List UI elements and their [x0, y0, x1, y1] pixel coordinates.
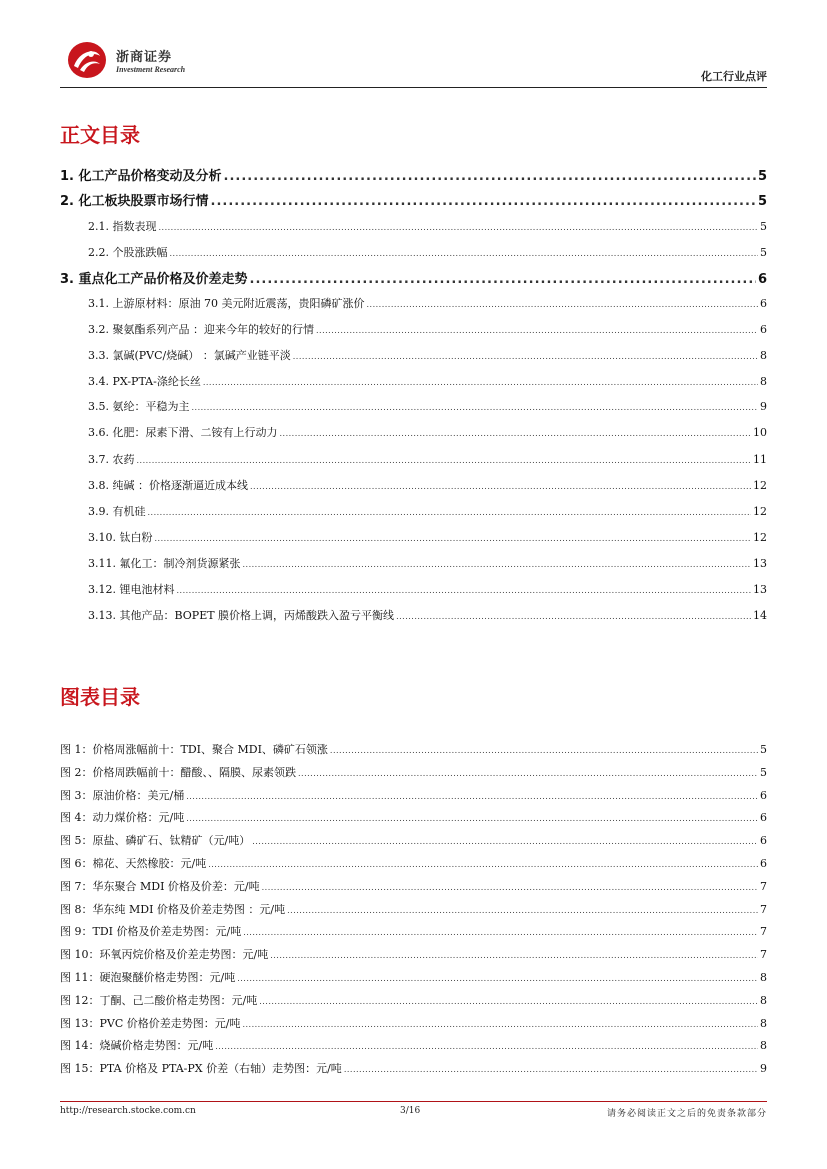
toc-section-item-label: 2. 化工板块股票市场行情	[60, 194, 209, 209]
toc-subsection-item-label: 3.5. 氨纶：平稳为主	[88, 400, 190, 413]
figure-list-item[interactable]	[60, 992, 767, 1008]
toc-subsection-item-page: 6	[760, 323, 767, 336]
toc-section-item-page: 5	[757, 194, 767, 209]
toc-subsection-item-page: 11	[753, 453, 767, 466]
dot-leader	[148, 508, 752, 517]
dot-leader	[237, 974, 758, 983]
figure-list-item[interactable]	[60, 1037, 767, 1053]
toc-subsection-item[interactable]	[88, 218, 767, 234]
figure-list-item-label: 图 10：环氧丙烷价格及价差走势图：元/吨	[60, 948, 269, 962]
toc-subsection-item[interactable]	[88, 451, 767, 467]
toc-subsection-item-page: 9	[760, 400, 767, 413]
figure-list-item[interactable]	[60, 1060, 767, 1076]
dot-leader	[298, 769, 758, 778]
report-type: 化工行业点评	[701, 70, 767, 83]
dot-leader	[262, 883, 758, 892]
dot-leader	[293, 352, 758, 361]
toc-subsection-item-label: 3.12. 锂电池材料	[88, 583, 175, 596]
toc-subsection-item[interactable]	[88, 529, 767, 545]
figure-list-item[interactable]	[60, 787, 767, 803]
dot-leader	[242, 1020, 758, 1029]
figure-list-item[interactable]	[60, 923, 767, 939]
toc-subsection-item-label: 3.13. 其他产品：BOPET 膜价格上调，丙烯酸跌入盈亏平衡线	[88, 609, 395, 622]
dot-leader	[215, 1042, 758, 1051]
figure-list-item-label: 图 15：PTA 价格及 PTA-PX 价差（右轴）走势图：元/吨	[60, 1062, 342, 1076]
footer-url[interactable]: http://research.stocke.com.cn	[60, 1106, 196, 1116]
toc-subsection-item-label: 3.4. PX-PTA-涤纶长丝	[88, 375, 201, 388]
figure-list-item-label: 图 5：原盐、磷矿石、钛精矿（元/吨）	[60, 834, 251, 848]
toc-section-item[interactable]	[60, 165, 767, 184]
toc-subsection-item-page: 5	[760, 246, 767, 259]
dot-leader	[287, 906, 758, 915]
figures-title: 图表目录	[60, 685, 140, 709]
toc-section-item[interactable]	[60, 190, 767, 209]
dot-leader	[280, 429, 752, 438]
brand-name-en: Investment Research	[116, 65, 186, 74]
figure-list-item-label: 图 13：PVC 价格价差走势图：元/吨	[60, 1016, 241, 1030]
toc-subsection-item-page: 8	[760, 375, 767, 388]
figure-list-item-page: 6	[760, 834, 767, 848]
toc-subsection-item[interactable]	[88, 244, 767, 260]
toc-subsection-item-label: 3.9. 有机硅	[88, 505, 146, 518]
dot-leader	[170, 249, 759, 258]
toc-subsection-item[interactable]	[88, 321, 767, 337]
toc-subsection-item-page: 10	[753, 426, 767, 439]
figure-list-item[interactable]	[60, 855, 767, 871]
toc-subsection-item[interactable]	[88, 295, 767, 311]
figure-list-item-label: 图 4：动力煤价格：元/吨	[60, 811, 185, 825]
dot-leader	[252, 837, 758, 846]
toc-subsection-item-label: 3.6. 化肥：尿素下滑、二铵有上行动力	[88, 426, 278, 439]
toc-subsection-item-label: 3.2. 聚氨酯系列产品 ：迎来今年的较好的行情	[88, 323, 314, 336]
toc-subsection-item-page: 12	[753, 505, 767, 518]
figure-list-item[interactable]	[60, 764, 767, 780]
dot-leader	[366, 300, 758, 309]
toc-subsection-item-label: 3.1. 上游原材料：原油 70 美元附近震荡，贵阳磷矿涨价	[88, 297, 365, 310]
figure-list-item[interactable]	[60, 969, 767, 985]
dot-leader	[203, 378, 758, 387]
toc-subsection-item[interactable]	[88, 373, 767, 389]
dot-leader	[137, 456, 752, 465]
dot-leader	[344, 1065, 758, 1074]
figure-list-item-page: 5	[760, 743, 767, 756]
figure-list-item-page: 5	[760, 765, 767, 779]
toc-subsection-item-label: 2.2. 个股涨跌幅	[88, 246, 168, 259]
toc-subsection-item-label: 3.10. 钛白粉	[88, 531, 153, 544]
figure-list-item-label: 图 9：TDI 价格及价差走势图：元/吨	[60, 925, 242, 939]
dot-leader	[159, 223, 759, 232]
toc-subsection-item-page: 13	[753, 557, 767, 570]
figure-list-item-page: 6	[760, 857, 767, 870]
dot-leader	[211, 194, 756, 209]
dot-leader	[270, 951, 758, 960]
toc-subsection-item[interactable]	[88, 398, 767, 414]
figure-list-item[interactable]	[60, 901, 767, 917]
figure-list-item[interactable]	[60, 741, 767, 757]
dot-leader	[250, 482, 751, 491]
figure-list-item-label: 图 1：价格周涨幅前十：TDI、聚合 MDI、磷矿石领涨	[60, 743, 328, 756]
toc-section-item-label: 3. 重点化工产品价格及价差走势	[60, 272, 248, 287]
dot-leader	[259, 997, 758, 1006]
figure-list-item-page: 7	[760, 902, 767, 916]
figure-list-item-page: 7	[760, 948, 767, 962]
dot-leader	[186, 792, 758, 801]
figure-list-item[interactable]	[60, 878, 767, 894]
toc-subsection-item-page: 14	[753, 609, 767, 622]
toc-subsection-item-page: 12	[753, 531, 767, 544]
dot-leader	[155, 534, 752, 543]
toc-subsection-item-page: 5	[760, 220, 767, 233]
toc-subsection-item-label: 3.8. 纯碱 ：价格逐渐逼近成本线	[88, 479, 248, 492]
figure-list-item-page: 8	[760, 1016, 767, 1030]
dot-leader	[224, 169, 756, 184]
footer-divider	[60, 1101, 767, 1102]
toc-subsection-item-label: 2.1. 指数表现	[88, 220, 157, 233]
toc-subsection-item-page: 6	[760, 297, 767, 310]
footer-page-number: 3/16	[400, 1106, 421, 1116]
toc-section-item-label: 1. 化工产品价格变动及分析	[60, 169, 222, 184]
brand-name-cn: 浙商证券	[116, 50, 173, 65]
toc-subsection-item-page: 13	[753, 583, 767, 596]
figure-list-item-label: 图 7：华东聚合 MDI 价格及价差：元/吨	[60, 879, 260, 893]
figure-list-item-label: 图 8：华东纯 MDI 价格及价差走势图 ：元/吨	[60, 902, 286, 916]
toc-section-item-page: 6	[757, 272, 767, 287]
figure-list-item-label: 图 3：原油价格：美元/桶	[60, 788, 185, 802]
figure-list-item-label: 图 6：棉花、天然橡胶：元/吨	[60, 857, 207, 870]
figure-list-item-page: 8	[760, 993, 767, 1007]
toc-section-item[interactable]	[60, 268, 767, 287]
page-header	[60, 38, 767, 88]
dot-leader	[186, 814, 758, 823]
toc-section-item-page: 5	[757, 169, 767, 184]
figure-list-item-page: 7	[760, 879, 767, 893]
figure-list-item[interactable]	[60, 809, 767, 825]
dot-leader	[192, 403, 759, 412]
toc-title: 正文目录	[60, 123, 140, 147]
figure-list-item-page: 6	[760, 788, 767, 802]
toc-subsection-item[interactable]	[88, 503, 767, 519]
toc-subsection-item-page: 12	[753, 479, 767, 492]
dot-leader	[177, 586, 752, 595]
dot-leader	[243, 928, 758, 937]
figure-list-item-page: 7	[760, 925, 767, 939]
figure-list-item-page: 8	[760, 971, 767, 984]
figure-list-item-label: 图 14：烧碱价格走势图：元/吨	[60, 1039, 214, 1053]
figure-list-item[interactable]	[60, 1015, 767, 1031]
dot-leader	[243, 560, 752, 569]
figure-list-item[interactable]	[60, 946, 767, 962]
toc-subsection-item-label: 3.7. 农药	[88, 453, 135, 466]
dot-leader	[396, 612, 751, 621]
figure-list-item-page: 8	[760, 1039, 767, 1053]
company-logo-icon	[66, 40, 108, 80]
figure-list-item-label: 图 12：丁酮、己二酸价格走势图：元/吨	[60, 993, 258, 1007]
footer-disclaimer: 请务必阅读正文之后的免责条款部分	[606, 1109, 767, 1119]
figure-list-item-label: 图 11：硬泡聚醚价格走势图：元/吨	[60, 971, 236, 984]
dot-leader	[250, 272, 756, 287]
dot-leader	[316, 326, 758, 335]
toc-subsection-item-page: 8	[760, 349, 767, 362]
toc-subsection-item[interactable]	[88, 581, 767, 597]
toc-subsection-item-label: 3.11. 氟化工：制冷剂货源紧张	[88, 557, 241, 570]
figure-list-item-page: 6	[760, 811, 767, 825]
header-divider	[60, 87, 767, 88]
toc-subsection-item[interactable]	[88, 347, 767, 363]
dot-leader	[330, 746, 758, 755]
toc-subsection-item[interactable]	[88, 555, 767, 571]
figure-list-item[interactable]	[60, 832, 767, 848]
toc-subsection-item[interactable]	[88, 477, 767, 493]
dot-leader	[208, 860, 758, 869]
toc-subsection-item[interactable]	[88, 607, 767, 623]
figure-list-item-label: 图 2：价格周跌幅前十：醋酸、、隔膜、尿素领跌	[60, 765, 296, 779]
toc-subsection-item-label: 3.3. 氯碱(PVC/烧碱） ：氯碱产业链平淡	[88, 349, 291, 362]
figure-list-item-page: 9	[760, 1062, 767, 1076]
toc-subsection-item[interactable]	[88, 424, 767, 440]
